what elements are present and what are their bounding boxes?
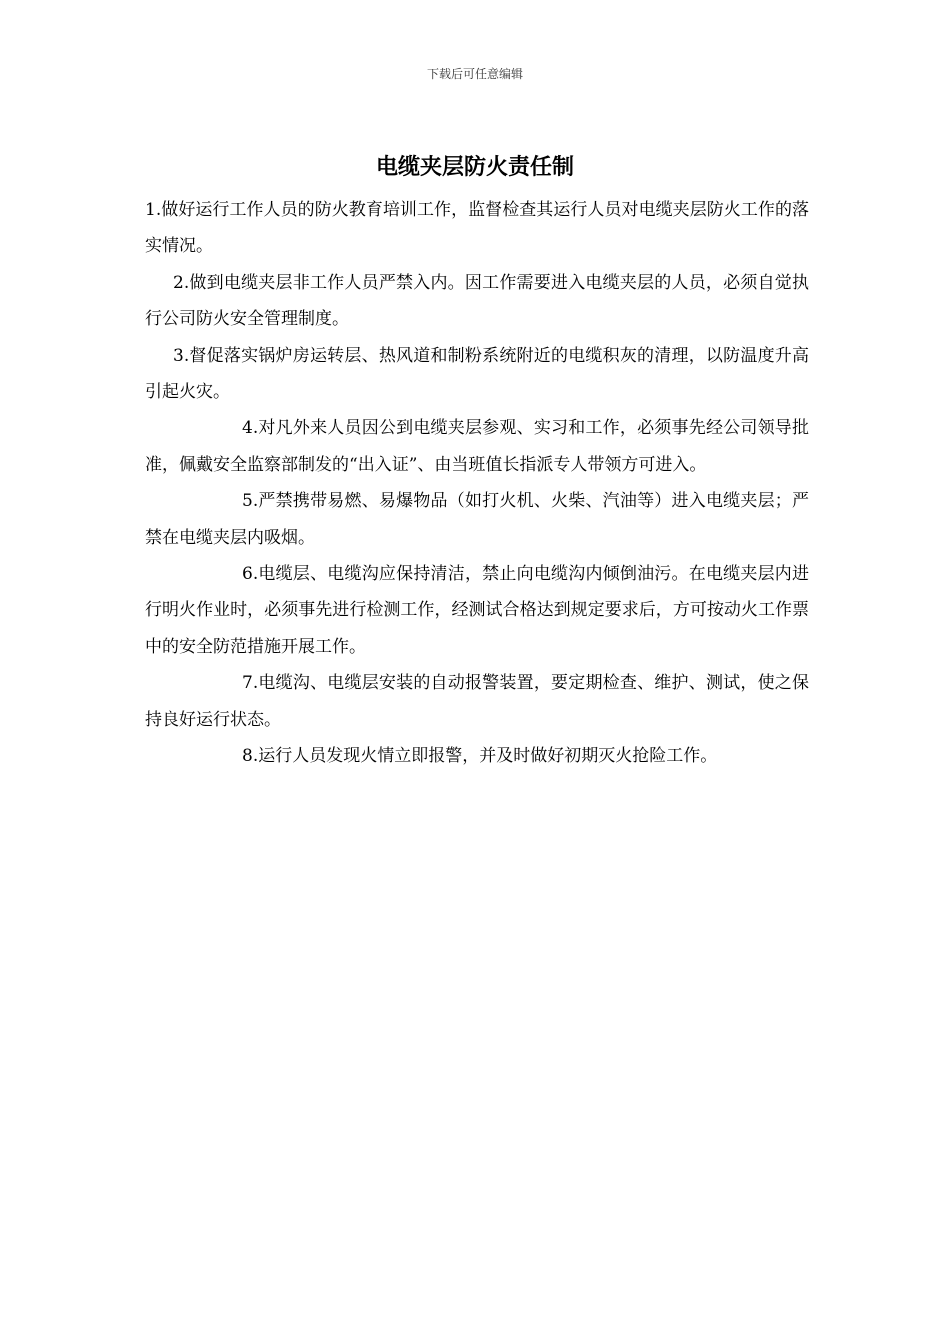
paragraph-2: 2.做到电缆夹层非工作人员严禁入内。因工作需要进入电缆夹层的人员，必须自觉执行公司防火安全管理制度。 xyxy=(145,272,809,330)
paragraph-6: 6.电缆层、电缆沟应保持清洁，禁止向电缆沟内倾倒油污。在电缆夹层内进行明火作业时，必须事先进行检测工作，经测试合格达到规定要求后，方可按动火工作票中的安全防范措施开展工作。 xyxy=(145,564,809,657)
paragraph-7: 7.电缆沟、电缆层安装的自动报警装置，要定期检查、维护、测试，使之保持良好运行状态。 xyxy=(145,673,809,730)
paragraph-4: 4.对凡外来人员因公到电缆夹层参观、实习和工作，必须事先经公司领导批准，佩戴安全监察部制发的“出入证”、由当班值长指派专人带领方可进入。 xyxy=(145,418,809,475)
paragraph-3: 3.督促落实锅炉房运转层、热风道和制粉系统附近的电缆积灰的清理，以防温度升高引起火灾。 xyxy=(145,345,809,403)
paragraph-5: 5.严禁携带易燃、易爆物品（如打火机、火柴、汽油等）进入电缆夹层；严禁在电缆夹层内吸烟。 xyxy=(145,491,809,548)
paragraph-8: 8.运行人员发现火情立即报警，并及时做好初期灭火抢险工作。 xyxy=(242,746,718,767)
header-note: 下载后可任意编辑 xyxy=(426,67,523,81)
paragraph-1: 1.做好运行工作人员的防火教育培训工作，监督检查其运行人员对电缆夹层防火工作的落实情况。 xyxy=(145,200,809,257)
document-body xyxy=(145,192,809,775)
document-title: 电缆夹层防火责任制 xyxy=(375,155,574,180)
